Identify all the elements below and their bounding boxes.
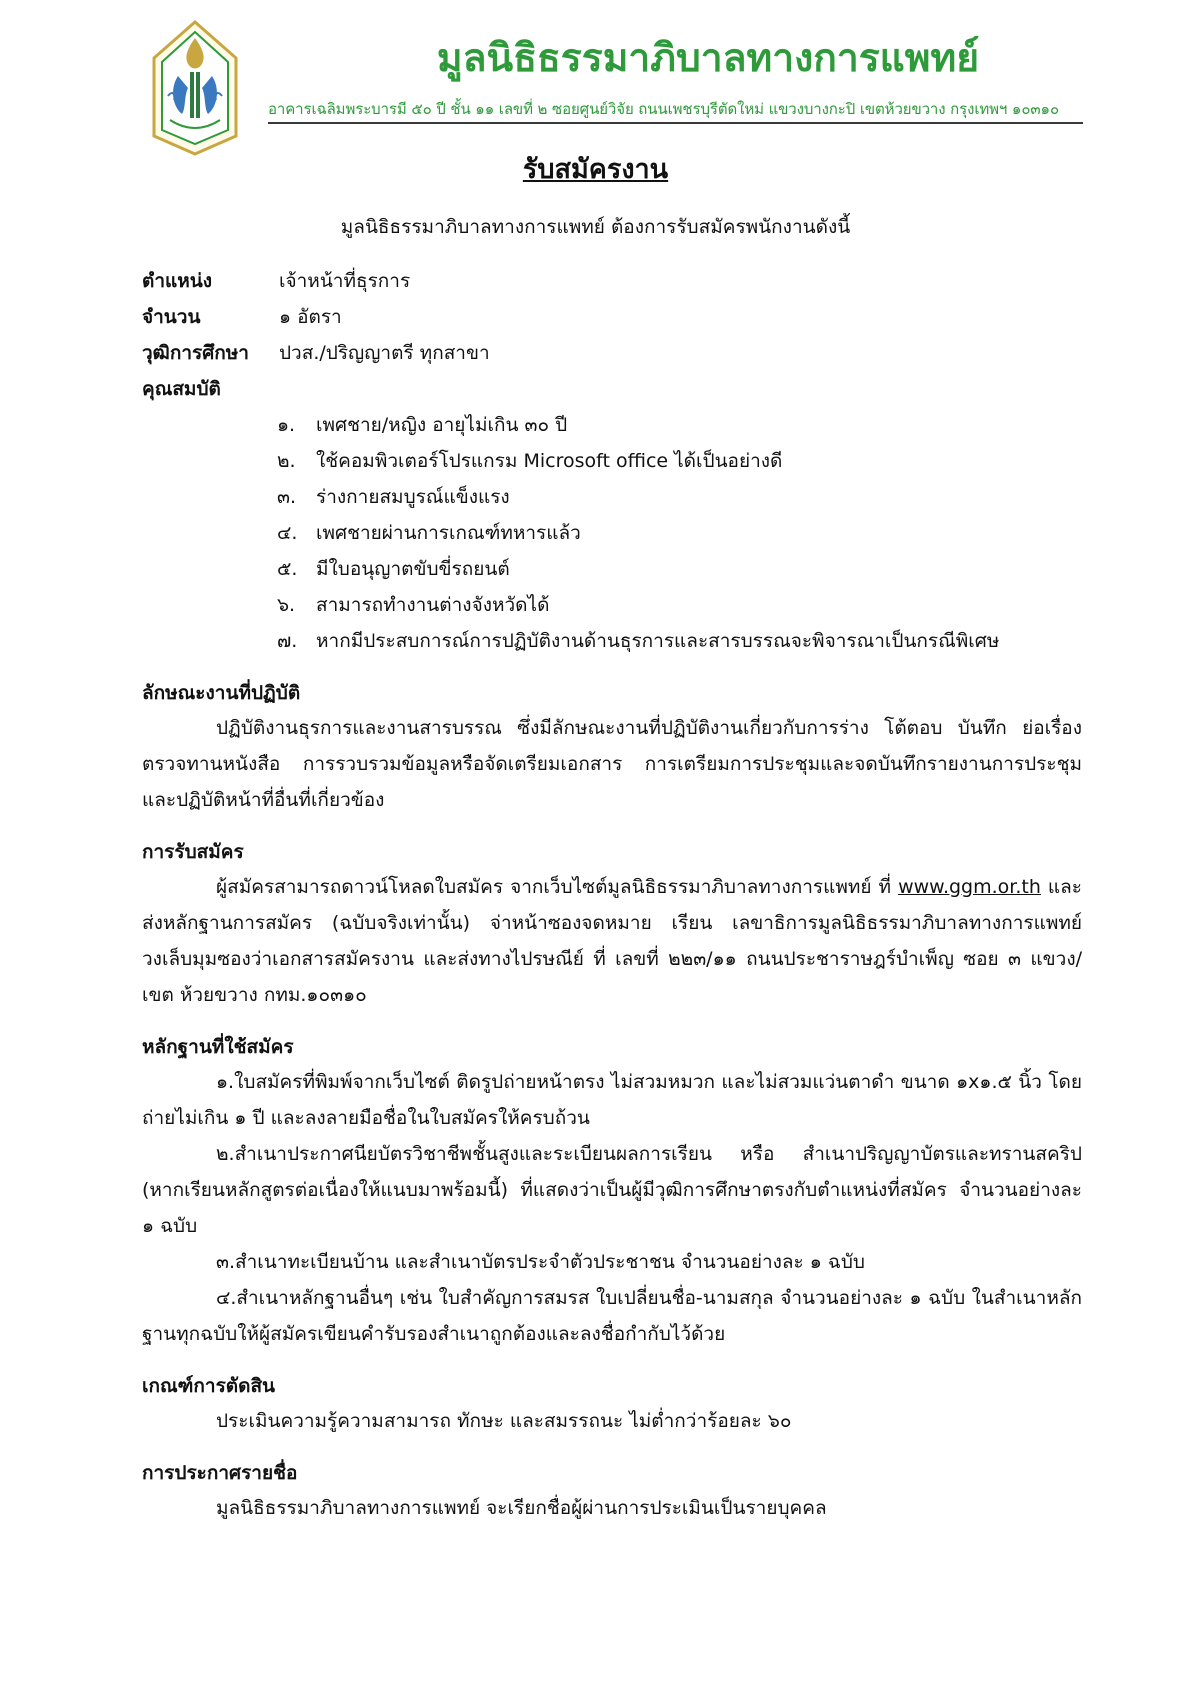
document-item: ๔.สำเนาหลักฐานอื่นๆ เช่น ใบสำคัญการสมรส ใบเปลี่ยนชื่อ-นามสกุล จำนวนอย่างละ ๑ ฉบับ ในสำเนาหลักฐานทุกฉบับให้ผู้สมัครเขียนคำรับรองสำเนาถูกต้องและลงชื่อกำกับไว้ด้วย (142, 1287, 1082, 1345)
application-text-end: และส่งหลักฐานการสมัคร (ฉบับจริงเท่านั้น) จ่าหน้าซองจดหมาย เรียน เลขาธิการมูลนิธิธรรมาภิบาลทางการแพทย์ วงเล็บมุมซองว่าเอกสารสมัครงาน และส่งทางไปรษณีย์ ที่ เลขที่ ๒๒๓/๑๑ ถนนประชาราษฎร์บำเพ็ญ ซอย ๓ แขวง/เขต ห้วยขวาง กทม.๑๐๓๑๐ (142, 876, 1082, 1006)
list-item-text: มีใบอนุญาตขับขี่รถยนต์ (316, 557, 510, 580)
job-nature-text: ปฏิบัติงานธุรการและงานสารบรรณ ซึ่งมีลักษณะงานที่ปฏิบัติงานเกี่ยวกับการร่าง โต้ตอบ บันทึก ย่อเรื่อง ตรวจทานหนังสือ การรวบรวมข้อมูลหรือจัดเตรียมเอกสาร การเตรียมการประชุมและจดบันทึกรายงานการประชุม และปฏิบัติหน้าที่อื่นที่เกี่ยวข้อง (142, 717, 1082, 811)
list-item (277, 587, 1082, 623)
announcement-text: มูลนิธิธรรมาภิบาลทางการแพทย์ จะเรียกชื่อผู้ผ่านการประเมินเป็นรายบุคคล (216, 1497, 827, 1519)
list-item-text: ใช้คอมพิวเตอร์โปรแกรม Microsoft office ได้เป็นอย่างดี (316, 449, 783, 472)
criteria-text: ประเมินความรู้ความสามารถ ทักษะ และสมรรถนะ ไม่ต่ำกว่าร้อยละ ๖๐ (216, 1410, 792, 1432)
list-item (277, 515, 1082, 551)
list-item-number: ๑. (277, 413, 296, 436)
application-text (142, 869, 1082, 1013)
list-item (277, 443, 1082, 479)
header-divider (268, 122, 1083, 124)
qualifications-row (142, 371, 1082, 407)
foundation-logo (148, 18, 243, 158)
count-label: จำนวน (142, 305, 201, 328)
website-link[interactable]: www.ggm.or.th (898, 876, 1041, 898)
list-item-number: ๔. (277, 521, 298, 544)
documents-heading: หลักฐานที่ใช้สมัคร (142, 1035, 294, 1058)
list-item-number: ๖. (277, 593, 296, 616)
list-item-text: ร่างกายสมบูรณ์แข็งแรง (316, 485, 510, 508)
count-value: ๑ อัตรา (279, 305, 342, 328)
education-value: ปวส./ปริญญาตรี ทุกสาขา (279, 341, 490, 364)
list-item-text: เพศชายผ่านการเกณฑ์ทหารแล้ว (316, 521, 581, 544)
document-item: ๒.สำเนาประกาศนียบัตรวิชาชีพชั้นสูงและระเบียนผลการเรียน หรือ สำเนาปริญญาบัตรและทรานสคริป (หากเรียนหลักสูตรต่อเนื่องให้แนบมาพร้อมนี้) ที่แสดงว่าเป็นผู้มีวุฒิการศึกษาตรงกับตำแหน่งที่สมัคร จำนวนอย่างละ ๑ ฉบับ (142, 1143, 1082, 1237)
education-label: วุฒิการศึกษา (142, 341, 249, 364)
list-item-text: หากมีประสบการณ์การปฏิบัติงานด้านธุรการและสารบรรณจะพิจารณาเป็นกรณีพิเศษ (316, 629, 1000, 652)
document-body (142, 263, 1082, 1526)
list-item (277, 479, 1082, 515)
list-item-number: ๕. (277, 557, 298, 580)
position-label: ตำแหน่ง (142, 269, 213, 292)
document-item: ๑.ใบสมัครที่พิมพ์จากเว็บไซต์ ติดรูปถ่ายหน้าตรง ไม่สวมหมวก และไม่สวมแว่นตาดำ ขนาด ๑x๑.๕ นิ้ว โดยถ่ายไม่เกิน ๑ ปี และลงลายมือชื่อในใบสมัครให้ครบถ้วน (142, 1071, 1082, 1129)
application-text-start: ผู้สมัครสามารถดาวน์โหลดใบสมัคร จากเว็บไซต์มูลนิธิธรรมาภิบาลทางการแพทย์ ที่ (216, 876, 899, 898)
document-item: ๓.สำเนาทะเบียนบ้าน และสำเนาบัตรประจำตัวประชาชน จำนวนอย่างละ ๑ ฉบับ (216, 1251, 865, 1273)
list-item-number: ๓. (277, 485, 297, 508)
list-item-text: สามารถทำงานต่างจังหวัดได้ (316, 593, 550, 616)
list-item (277, 407, 1082, 443)
list-item (277, 623, 1082, 659)
list-item-number: ๗. (277, 629, 298, 652)
position-row (142, 263, 1082, 299)
announcement-heading: การประกาศรายชื่อ (142, 1461, 298, 1484)
count-row (142, 299, 1082, 335)
list-item-text: เพศชาย/หญิง อายุไม่เกิน ๓๐ ปี (316, 413, 568, 436)
letterhead (148, 18, 1083, 158)
organization-name: มูลนิธิธรรมาภิบาลทางการแพทย์ (436, 36, 980, 81)
qualifications-label: คุณสมบัติ (142, 377, 221, 400)
list-item-number: ๒. (277, 449, 296, 472)
list-item (277, 551, 1082, 587)
qualifications-list (277, 407, 1082, 659)
job-nature-heading: ลักษณะงานที่ปฏิบัติ (142, 681, 301, 704)
education-row (142, 335, 1082, 371)
application-heading: การรับสมัคร (142, 840, 244, 863)
position-value: เจ้าหน้าที่ธุรการ (279, 269, 411, 292)
page-title: รับสมัครงาน (522, 154, 669, 185)
organization-address: อาคารเฉลิมพระบารมี ๕๐ ปี ชั้น ๑๑ เลขที่ ๒ ซอยศูนย์วิจัย ถนนเพชรบุรีตัดใหม่ แขวงบางกะปิ เขตห้วยขวาง กรุงเทพฯ ๑๐๓๑๐ (268, 100, 1060, 118)
criteria-heading: เกณฑ์การตัดสิน (142, 1374, 276, 1397)
intro-text: มูลนิธิธรรมาภิบาลทางการแพทย์ ต้องการรับสมัครพนักงานดังนี้ (340, 216, 851, 238)
